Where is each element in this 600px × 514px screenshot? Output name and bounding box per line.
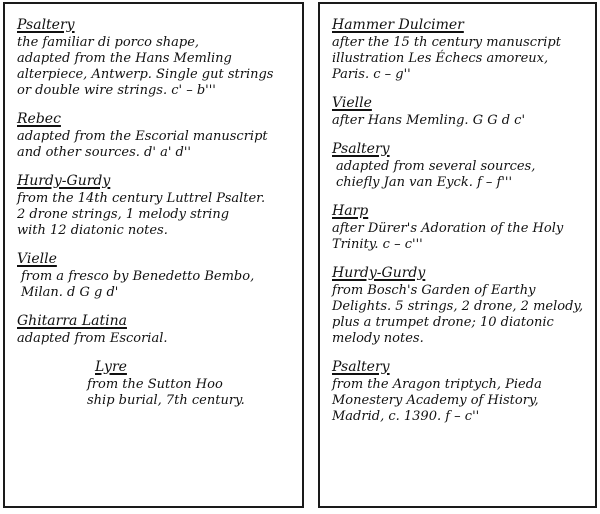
- description-line: adapted from the Hans Memling: [17, 51, 232, 66]
- entry-description: [87, 377, 294, 409]
- description-line: the familiar di porco shape,: [17, 35, 200, 50]
- entry-heading: Ghitarra Latina: [17, 313, 127, 329]
- entry-hurdy-gurdy-2: [332, 262, 587, 347]
- description-line: Trinity. c – c''': [332, 237, 423, 252]
- description-line: adapted from several sources,: [336, 159, 536, 174]
- description-line: alterpiece, Antwerp. Single gut strings: [17, 67, 274, 82]
- entry-heading: Hammer Dulcimer: [332, 17, 464, 33]
- description-line: 2 drone strings, 1 melody string: [17, 207, 230, 222]
- entry-description: [332, 35, 587, 83]
- description-line: from a fresco by Benedetto Bembo,: [21, 269, 255, 284]
- entry-description: [17, 331, 294, 347]
- entry-heading: Vielle: [17, 251, 57, 267]
- entry-psaltery-1: [17, 14, 294, 99]
- description-line: from the Sutton Hoo: [87, 377, 223, 392]
- entry-description: [332, 283, 587, 347]
- entry-psaltery-2: [332, 138, 587, 191]
- entry-heading: Hurdy-Gurdy: [332, 265, 426, 281]
- description-line: after the 15 th century manuscript: [332, 35, 561, 50]
- entry-description: [17, 35, 294, 99]
- entry-vielle-2: [332, 92, 587, 129]
- entry-description: [332, 221, 587, 253]
- entry-hammer-dulcimer: [332, 14, 587, 83]
- entry-heading: Lyre: [95, 359, 127, 375]
- entry-description: [17, 191, 294, 239]
- entry-heading: Vielle: [332, 95, 372, 111]
- description-line: from the Aragon triptych, Pieda: [332, 377, 542, 392]
- description-line: plus a trumpet drone; 10 diatonic: [332, 315, 554, 330]
- description-line: from the 14th century Luttrel Psalter.: [17, 191, 266, 206]
- description-line: adapted from Escorial.: [17, 331, 168, 346]
- entry-harp: [332, 200, 587, 253]
- right-column-panel: [318, 2, 597, 508]
- entry-description: [332, 377, 587, 425]
- description-line: Delights. 5 strings, 2 drone, 2 melody,: [332, 299, 584, 314]
- left-column-panel: [3, 2, 304, 508]
- description-line: adapted from the Escorial manuscript: [17, 129, 268, 144]
- entry-hurdy-gurdy-1: [17, 170, 294, 239]
- entry-heading: Psaltery: [332, 141, 390, 157]
- entry-heading: Hurdy-Gurdy: [17, 173, 111, 189]
- description-line: illustration Les Échecs amoreux,: [332, 51, 549, 66]
- entry-heading: Rebec: [17, 111, 61, 127]
- entry-heading: Harp: [332, 203, 369, 219]
- description-line: Madrid, c. 1390. f – c'': [332, 409, 480, 424]
- entry-description: [17, 269, 294, 301]
- description-line: melody notes.: [332, 331, 424, 346]
- description-line: Monestery Academy of History,: [332, 393, 539, 408]
- entry-psaltery-3: [332, 356, 587, 425]
- description-line: Paris. c – g'': [332, 67, 411, 82]
- description-line: chiefly Jan van Eyck. f – f''': [336, 175, 513, 190]
- entry-rebec: [17, 108, 294, 161]
- description-line: Milan. d G g d': [21, 285, 119, 300]
- entry-description: [17, 129, 294, 161]
- description-line: after Hans Memling. G G d c': [332, 113, 526, 128]
- description-line: from Bosch's Garden of Earthy: [332, 283, 536, 298]
- description-line: ship burial, 7th century.: [87, 393, 245, 408]
- description-line: with 12 diatonic notes.: [17, 223, 168, 238]
- entry-description: [332, 159, 587, 191]
- description-line: and other sources. d' a' d'': [17, 145, 191, 160]
- entry-ghitarra-latina: [17, 310, 294, 347]
- description-line: or double wire strings. c' – b''': [17, 83, 216, 98]
- entry-heading: Psaltery: [332, 359, 390, 375]
- description-line: after Dürer's Adoration of the Holy: [332, 221, 564, 236]
- entry-description: [332, 113, 587, 129]
- entry-heading: Psaltery: [17, 17, 75, 33]
- entry-lyre: [87, 356, 294, 409]
- entry-vielle-1: [17, 248, 294, 301]
